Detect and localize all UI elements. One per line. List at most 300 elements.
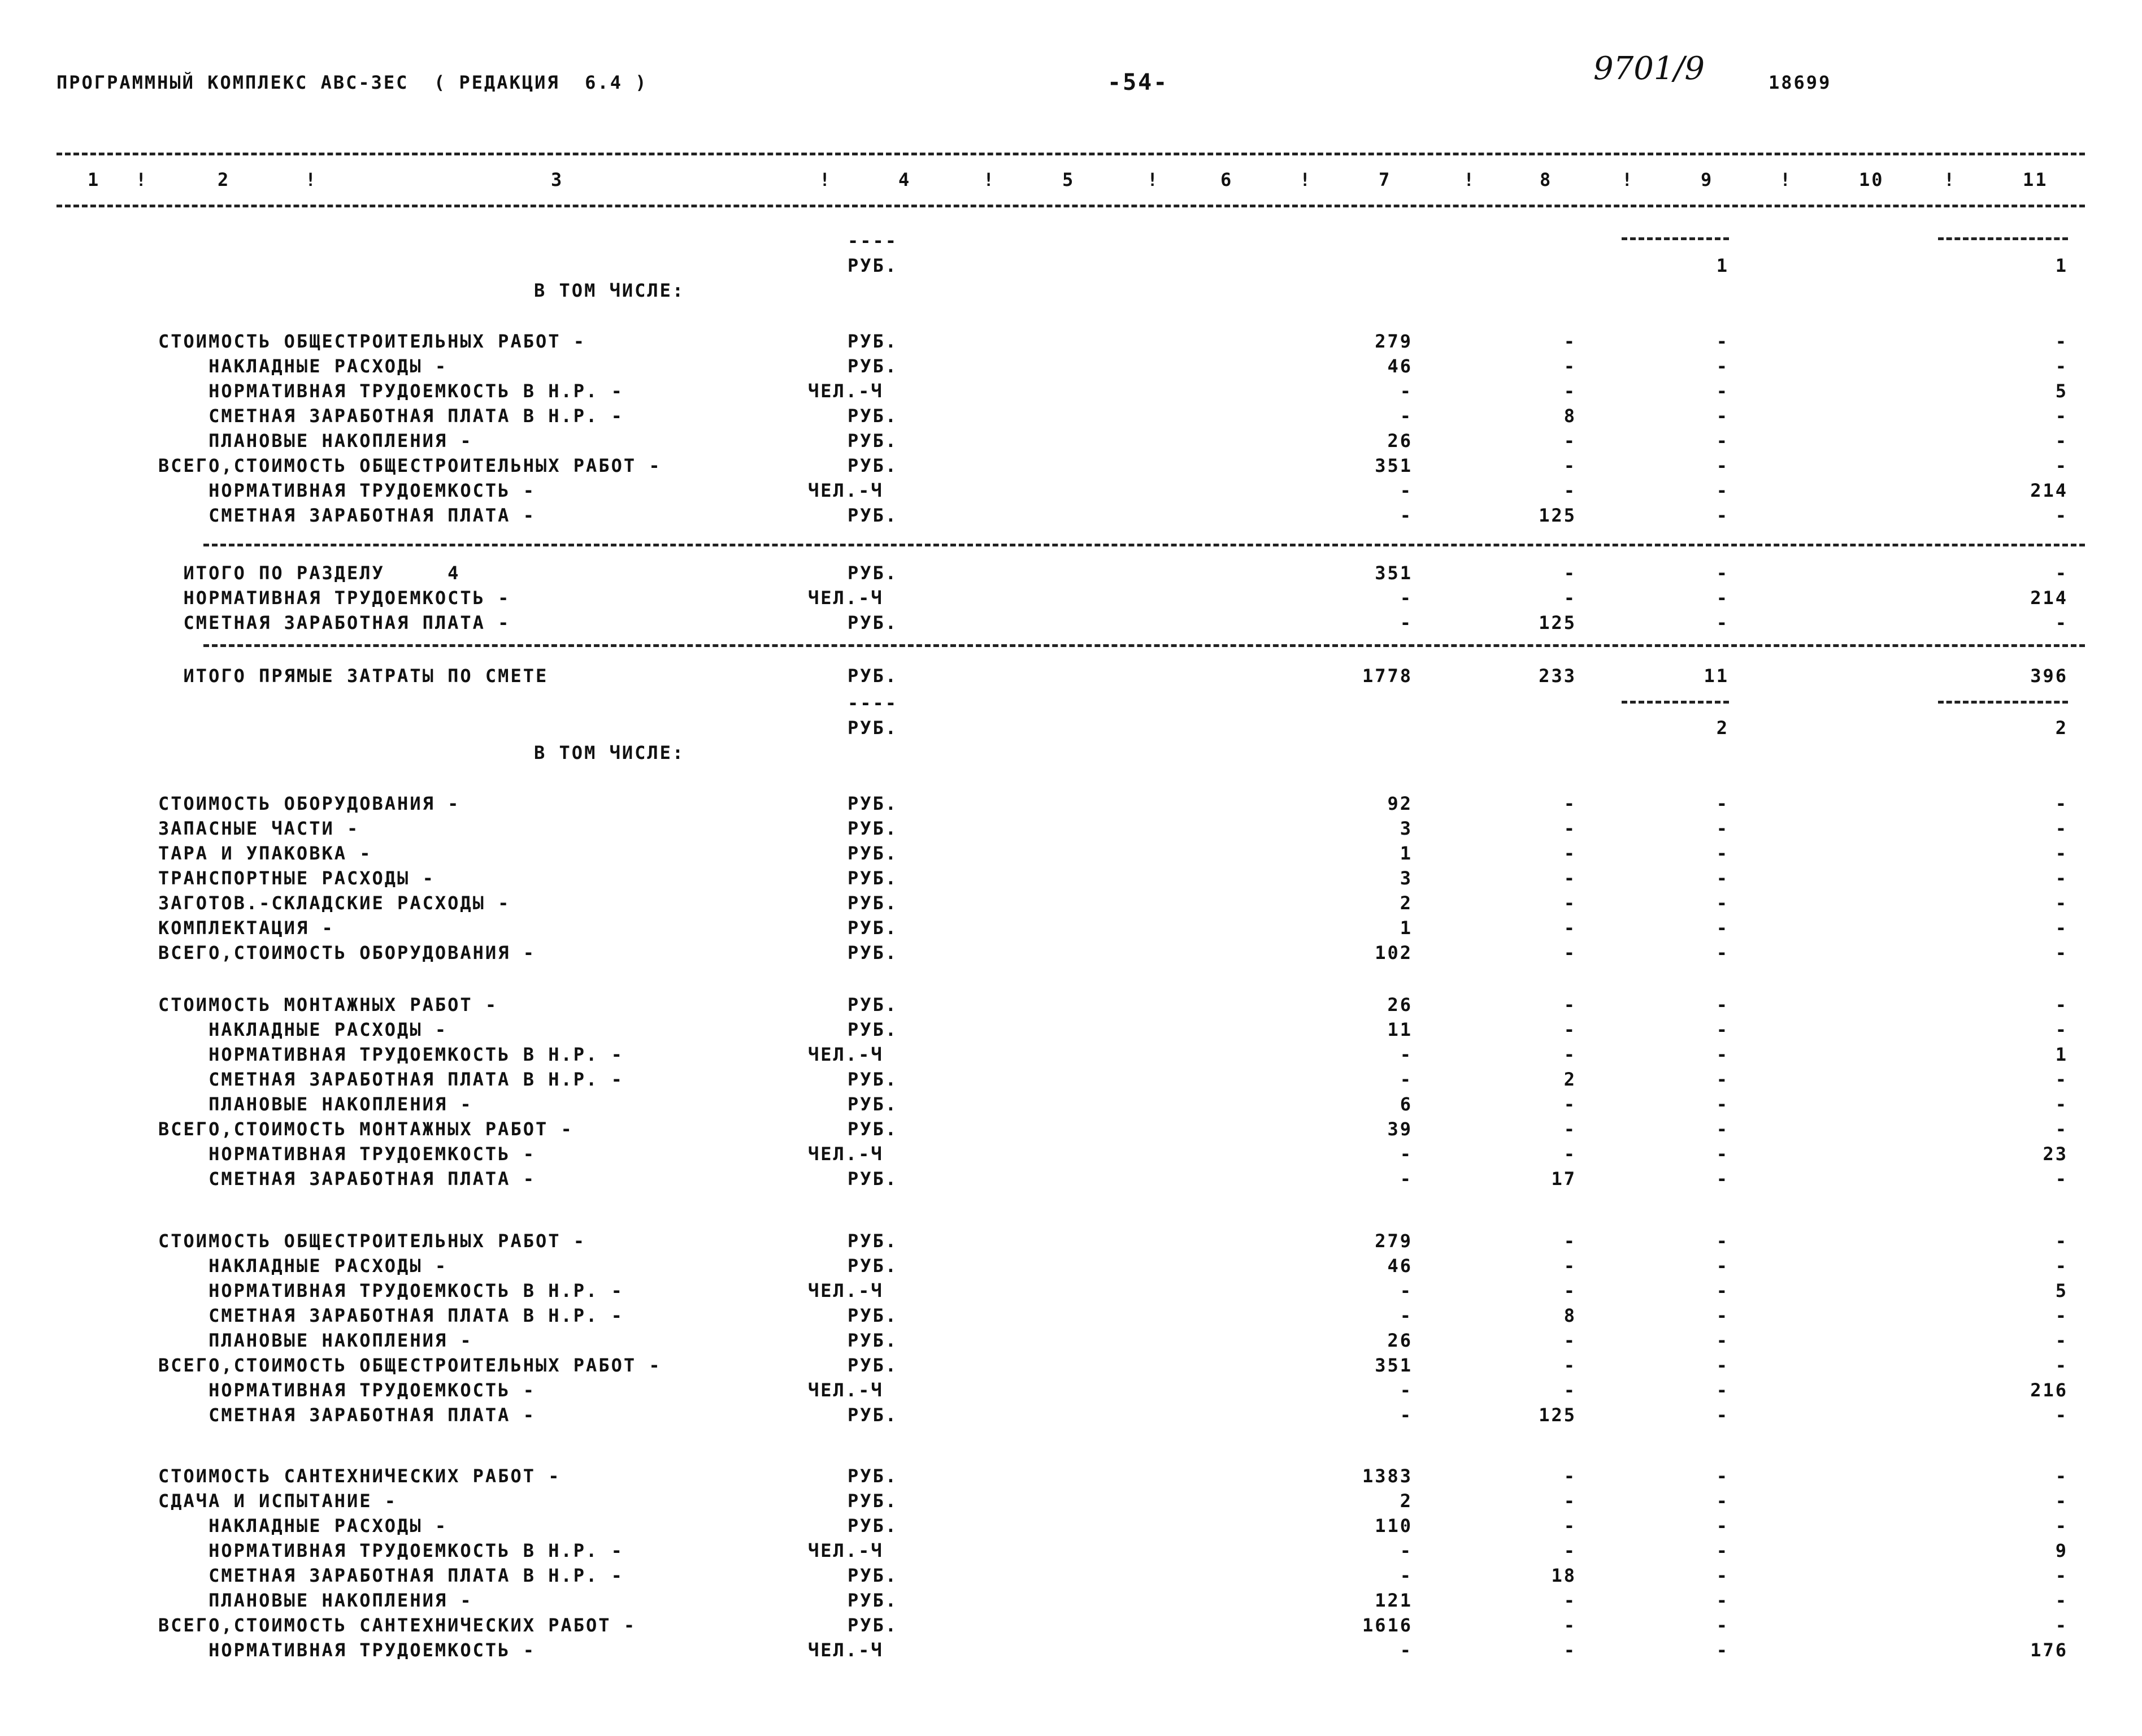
cell-col-8: - — [1563, 1379, 1576, 1401]
cell-col-8: 18 — [1551, 1565, 1576, 1586]
cell-col-8: 233 — [1539, 665, 1576, 687]
cell-col-9: - — [1716, 380, 1729, 402]
cell-col-8: - — [1563, 430, 1576, 452]
cell-col-7: 351 — [1375, 455, 1413, 476]
row-unit: РУБ. — [848, 717, 898, 739]
cell-col-9: - — [1716, 1230, 1729, 1252]
row-unit: ЧЕЛ.-Ч — [808, 380, 884, 402]
cell-col-8: - — [1563, 1044, 1576, 1065]
cell-col-11: - — [2055, 843, 2068, 864]
row-label: ПЛАНОВЫЕ НАКОПЛЕНИЯ - — [158, 1330, 473, 1351]
row-label: ПЛАНОВЫЕ НАКОПЛЕНИЯ - — [158, 1590, 473, 1611]
cell-col-8: - — [1563, 843, 1576, 864]
cell-col-7: 1 — [1400, 917, 1413, 939]
column-number: 8 — [1540, 169, 1553, 190]
cell-col-11: - — [2055, 1305, 2068, 1326]
cell-col-7: 110 — [1375, 1515, 1413, 1537]
cell-col-8: - — [1563, 1540, 1576, 1561]
row-unit: РУБ. — [848, 665, 898, 687]
cell-col-11: - — [2055, 505, 2068, 526]
row-label: СТОИМОСТЬ ОБЩЕСТРОИТЕЛЬНЫХ РАБОТ - — [158, 1230, 586, 1252]
column-number: 5 — [1062, 169, 1075, 190]
page-number: -54- — [1107, 70, 1169, 96]
cell-col-8: - — [1563, 994, 1576, 1015]
cell-col-8: - — [1563, 1019, 1576, 1040]
cell-col-11: - — [2055, 562, 2068, 584]
row-label: ЗАПАСНЫЕ ЧАСТИ - — [158, 818, 360, 839]
cell-col-7: - — [1400, 480, 1413, 501]
cell-col-11: - — [2055, 430, 2068, 452]
cell-col-8: - — [1563, 818, 1576, 839]
cell-col-11: 214 — [2030, 587, 2068, 609]
cell-col-9: - — [1716, 505, 1729, 526]
cell-col-9: 2 — [1716, 717, 1729, 739]
subtotal-caption: В ТОМ ЧИСЛЕ: — [534, 742, 685, 763]
row-label: СМЕТНАЯ ЗАРАБОТНАЯ ПЛАТА - — [158, 1168, 536, 1190]
row-unit: РУБ. — [848, 1615, 898, 1636]
row-label: СМЕТНАЯ ЗАРАБОТНАЯ ПЛАТА - — [158, 505, 536, 526]
cell-col-11: - — [2055, 331, 2068, 352]
cell-col-7: - — [1400, 1379, 1413, 1401]
row-unit: РУБ. — [848, 255, 898, 276]
row-label: НОРМАТИВНАЯ ТРУДОЕМКОСТЬ - — [158, 587, 511, 609]
cell-col-7: 121 — [1375, 1590, 1413, 1611]
cell-col-9: - — [1716, 331, 1729, 352]
cell-col-9: - — [1716, 843, 1729, 864]
cell-col-11: 216 — [2030, 1379, 2068, 1401]
column-separator: ! — [1463, 169, 1476, 190]
cell-col-8: 8 — [1563, 405, 1576, 427]
row-label: ВСЕГО,СТОИМОСТЬ МОНТАЖНЫХ РАБОТ - — [158, 1118, 573, 1140]
row-label: НОРМАТИВНАЯ ТРУДОЕМКОСТЬ В Н.Р. - — [158, 1044, 624, 1065]
cell-col-7: 26 — [1387, 1330, 1413, 1351]
cell-col-9: - — [1716, 892, 1729, 914]
cell-col-8: 125 — [1539, 505, 1576, 526]
subtotal-underline — [1938, 701, 2068, 704]
cell-col-11: 9 — [2055, 1540, 2068, 1561]
cell-col-11: - — [2055, 1565, 2068, 1586]
row-unit: ЧЕЛ.-Ч — [808, 1044, 884, 1065]
cell-col-7: - — [1400, 612, 1413, 633]
cell-col-7: 2 — [1400, 1490, 1413, 1512]
row-label: ВСЕГО,СТОИМОСТЬ САНТЕХНИЧЕСКИХ РАБОТ - — [158, 1615, 637, 1636]
cell-col-9: - — [1716, 1639, 1729, 1661]
row-unit: РУБ. — [848, 331, 898, 352]
cell-col-9: - — [1716, 818, 1729, 839]
cell-col-11: - — [2055, 994, 2068, 1015]
cell-col-8: - — [1563, 587, 1576, 609]
cell-col-9: - — [1716, 1280, 1729, 1301]
row-label: СТОИМОСТЬ САНТЕХНИЧЕСКИХ РАБОТ - — [158, 1465, 561, 1487]
cell-col-9: - — [1716, 1118, 1729, 1140]
cell-col-11: - — [2055, 1465, 2068, 1487]
cell-col-9: - — [1716, 1255, 1729, 1277]
cell-col-8: - — [1563, 331, 1576, 352]
cell-col-8: - — [1563, 480, 1576, 501]
cell-col-9: - — [1716, 405, 1729, 427]
row-label: НАКЛАДНЫЕ РАСХОДЫ - — [158, 1019, 448, 1040]
cell-col-8: - — [1563, 355, 1576, 377]
cell-col-8: 125 — [1539, 1404, 1576, 1426]
cell-col-7: 351 — [1375, 562, 1413, 584]
cell-col-11: 214 — [2030, 480, 2068, 501]
cell-col-9: - — [1716, 1540, 1729, 1561]
subtotal-underline — [1938, 237, 2068, 240]
cell-col-9: 1 — [1716, 255, 1729, 276]
row-label: СМЕТНАЯ ЗАРАБОТНАЯ ПЛАТА В Н.Р. - — [158, 1069, 624, 1090]
cell-col-9: - — [1716, 355, 1729, 377]
column-separator: ! — [1944, 169, 1957, 190]
row-unit: ЧЕЛ.-Ч — [808, 1639, 884, 1661]
row-label: ПЛАНОВЫЕ НАКОПЛЕНИЯ - — [158, 430, 473, 452]
cell-col-11: - — [2055, 1515, 2068, 1537]
row-label: СТОИМОСТЬ ОБЩЕСТРОИТЕЛЬНЫХ РАБОТ - — [158, 331, 586, 352]
cell-col-9: - — [1716, 587, 1729, 609]
grand-total-rule — [203, 644, 2085, 647]
cell-col-7: - — [1400, 1540, 1413, 1561]
cell-col-9: - — [1716, 1515, 1729, 1537]
cell-col-8: - — [1563, 1280, 1576, 1301]
row-unit: РУБ. — [848, 1515, 898, 1537]
cell-col-9: - — [1716, 1168, 1729, 1190]
cell-col-8: - — [1563, 1639, 1576, 1661]
column-separator: ! — [1300, 169, 1313, 190]
row-label: НОРМАТИВНАЯ ТРУДОЕМКОСТЬ - — [158, 480, 536, 501]
cell-col-9: - — [1716, 612, 1729, 633]
cell-col-7: - — [1400, 1305, 1413, 1326]
row-unit: РУБ. — [848, 843, 898, 864]
cell-col-7: 279 — [1375, 331, 1413, 352]
cell-col-7: - — [1400, 405, 1413, 427]
cell-col-7: - — [1400, 505, 1413, 526]
cell-col-11: 396 — [2030, 665, 2068, 687]
row-label: ИТОГО ПРЯМЫЕ ЗАТРАТЫ ПО СМЕТЕ — [158, 665, 549, 687]
row-label: ПЛАНОВЫЕ НАКОПЛЕНИЯ - — [158, 1093, 473, 1115]
row-unit: РУБ. — [848, 1404, 898, 1426]
cell-col-11: - — [2055, 455, 2068, 476]
row-unit: РУБ. — [848, 430, 898, 452]
row-label: ЗАГОТОВ.-СКЛАДСКИЕ РАСХОДЫ - — [158, 892, 511, 914]
cell-col-9: - — [1716, 562, 1729, 584]
column-number: 3 — [551, 169, 564, 190]
cell-col-7: - — [1400, 587, 1413, 609]
row-label: СДАЧА И ИСПЫТАНИЕ - — [158, 1490, 398, 1512]
row-unit: РУБ. — [848, 867, 898, 889]
row-unit: РУБ. — [848, 1305, 898, 1326]
row-label: НОРМАТИВНАЯ ТРУДОЕМКОСТЬ - — [158, 1143, 536, 1165]
row-label: СТОИМОСТЬ МОНТАЖНЫХ РАБОТ - — [158, 994, 498, 1015]
cell-col-11: 1 — [2055, 255, 2068, 276]
row-unit: РУБ. — [848, 1565, 898, 1586]
cell-col-11: - — [2055, 942, 2068, 964]
cell-col-9: - — [1716, 1615, 1729, 1636]
column-number: 6 — [1220, 169, 1233, 190]
cell-col-8: - — [1563, 1490, 1576, 1512]
row-label: СТОИМОСТЬ ОБОРУДОВАНИЯ - — [158, 793, 460, 814]
row-label: НАКЛАДНЫЕ РАСХОДЫ - — [158, 1515, 448, 1537]
cell-col-7: 1 — [1400, 843, 1413, 864]
cell-col-7: - — [1400, 1168, 1413, 1190]
cell-col-7: - — [1400, 1639, 1413, 1661]
row-label: НОРМАТИВНАЯ ТРУДОЕМКОСТЬ - — [158, 1639, 536, 1661]
cell-col-11: 2 — [2055, 717, 2068, 739]
cell-col-11: 1 — [2055, 1044, 2068, 1065]
row-unit: РУБ. — [848, 994, 898, 1015]
row-label: СМЕТНАЯ ЗАРАБОТНАЯ ПЛАТА В Н.Р. - — [158, 1565, 624, 1586]
column-number: 1 — [88, 169, 101, 190]
cell-col-11: - — [2055, 1255, 2068, 1277]
cell-col-8: - — [1563, 1118, 1576, 1140]
row-label: ТАРА И УПАКОВКА - — [158, 843, 372, 864]
cell-col-7: 1616 — [1362, 1615, 1413, 1636]
cell-col-9: - — [1716, 1093, 1729, 1115]
row-label: ТРАНСПОРТНЫЕ РАСХОДЫ - — [158, 867, 435, 889]
cell-col-8: - — [1563, 380, 1576, 402]
cell-col-9: - — [1716, 917, 1729, 939]
column-number: 9 — [1701, 169, 1714, 190]
cell-col-9: - — [1716, 455, 1729, 476]
cell-col-8: - — [1563, 1255, 1576, 1277]
cell-col-11: - — [2055, 1590, 2068, 1611]
cell-col-7: - — [1400, 1044, 1413, 1065]
cell-col-11: - — [2055, 1615, 2068, 1636]
cell-col-9: - — [1716, 793, 1729, 814]
cell-col-11: - — [2055, 612, 2068, 633]
column-separator: ! — [305, 169, 318, 190]
row-unit: РУБ. — [848, 455, 898, 476]
cell-col-11: - — [2055, 1069, 2068, 1090]
row-unit: РУБ. — [848, 1230, 898, 1252]
cell-col-11: - — [2055, 917, 2068, 939]
cell-col-9: - — [1716, 1143, 1729, 1165]
cell-col-7: - — [1400, 1069, 1413, 1090]
cell-col-11: 23 — [2043, 1143, 2068, 1165]
row-label: НОРМАТИВНАЯ ТРУДОЕМКОСТЬ В Н.Р. - — [158, 380, 624, 402]
row-unit: РУБ. — [848, 355, 898, 377]
row-label: КОМПЛЕКТАЦИЯ - — [158, 917, 334, 939]
cell-col-11: 5 — [2055, 380, 2068, 402]
cell-col-9: - — [1716, 867, 1729, 889]
subtotal-underline — [1622, 701, 1729, 704]
cell-col-7: 39 — [1387, 1118, 1413, 1140]
row-unit: ЧЕЛ.-Ч — [808, 480, 884, 501]
cell-col-9: - — [1716, 1404, 1729, 1426]
cell-col-9: - — [1716, 1465, 1729, 1487]
cell-col-9: - — [1716, 994, 1729, 1015]
row-unit: РУБ. — [848, 1168, 898, 1190]
cell-col-11: - — [2055, 1404, 2068, 1426]
row-label: НОРМАТИВНАЯ ТРУДОЕМКОСТЬ В Н.Р. - — [158, 1280, 624, 1301]
cell-col-8: - — [1563, 1330, 1576, 1351]
column-separator: ! — [136, 169, 149, 190]
cell-col-7: 2 — [1400, 892, 1413, 914]
column-number: 4 — [898, 169, 911, 190]
cell-col-9: 11 — [1704, 665, 1729, 687]
row-unit: РУБ. — [848, 1255, 898, 1277]
row-unit: РУБ. — [848, 1019, 898, 1040]
column-number: 11 — [2023, 169, 2048, 190]
cell-col-8: - — [1563, 562, 1576, 584]
cell-col-8: 8 — [1563, 1305, 1576, 1326]
cell-col-11: 5 — [2055, 1280, 2068, 1301]
row-label: ВСЕГО,СТОИМОСТЬ ОБОРУДОВАНИЯ - — [158, 942, 536, 964]
cell-col-11: - — [2055, 793, 2068, 814]
cell-col-7: - — [1400, 1143, 1413, 1165]
cell-col-11: - — [2055, 818, 2068, 839]
row-unit: РУБ. — [848, 1330, 898, 1351]
cell-col-8: 2 — [1563, 1069, 1576, 1090]
column-separator: ! — [983, 169, 996, 190]
column-separator: ! — [1780, 169, 1793, 190]
cell-col-11: - — [2055, 355, 2068, 377]
cell-col-7: - — [1400, 1565, 1413, 1586]
row-label: ВСЕГО,СТОИМОСТЬ ОБЩЕСТРОИТЕЛЬНЫХ РАБОТ - — [158, 1355, 662, 1376]
cell-col-11: - — [2055, 1490, 2068, 1512]
row-unit: РУБ. — [848, 405, 898, 427]
row-label: ВСЕГО,СТОИМОСТЬ ОБЩЕСТРОИТЕЛЬНЫХ РАБОТ - — [158, 455, 662, 476]
cell-col-8: - — [1563, 1143, 1576, 1165]
cell-col-11: - — [2055, 1168, 2068, 1190]
row-label: СМЕТНАЯ ЗАРАБОТНАЯ ПЛАТА В Н.Р. - — [158, 405, 624, 427]
row-unit: РУБ. — [848, 1093, 898, 1115]
cell-col-9: - — [1716, 430, 1729, 452]
row-unit: РУБ. — [848, 917, 898, 939]
cell-col-9: - — [1716, 1305, 1729, 1326]
cell-col-7: 6 — [1400, 1093, 1413, 1115]
row-unit: ЧЕЛ.-Ч — [808, 1379, 884, 1401]
row-unit: РУБ. — [848, 1069, 898, 1090]
cell-col-11: - — [2055, 1118, 2068, 1140]
subtotal-caption: В ТОМ ЧИСЛЕ: — [534, 280, 685, 301]
cell-col-7: 11 — [1387, 1019, 1413, 1040]
row-unit: ЧЕЛ.-Ч — [808, 1540, 884, 1561]
row-unit: РУБ. — [848, 1590, 898, 1611]
cell-col-8: - — [1563, 892, 1576, 914]
row-label: СМЕТНАЯ ЗАРАБОТНАЯ ПЛАТА - — [158, 612, 511, 633]
cell-col-9: - — [1716, 1590, 1729, 1611]
cell-col-9: - — [1716, 480, 1729, 501]
cell-col-7: 279 — [1375, 1230, 1413, 1252]
cell-col-9: - — [1716, 1019, 1729, 1040]
document-code: 18699 — [1769, 72, 1832, 93]
cell-col-9: - — [1716, 1379, 1729, 1401]
cell-col-8: - — [1563, 793, 1576, 814]
cell-col-7: - — [1400, 1404, 1413, 1426]
table-top-rule — [57, 153, 2085, 155]
row-label: НАКЛАДНЫЕ РАСХОДЫ - — [158, 355, 448, 377]
row-label: НОРМАТИВНАЯ ТРУДОЕМКОСТЬ В Н.Р. - — [158, 1540, 624, 1561]
cell-col-11: - — [2055, 1355, 2068, 1376]
cell-col-7: 3 — [1400, 818, 1413, 839]
cell-col-8: - — [1563, 1355, 1576, 1376]
cell-col-11: - — [2055, 892, 2068, 914]
row-unit: РУБ. — [848, 892, 898, 914]
cell-col-7: 102 — [1375, 942, 1413, 964]
row-unit: РУБ. — [848, 562, 898, 584]
cell-col-7: 92 — [1387, 793, 1413, 814]
row-unit: РУБ. — [848, 793, 898, 814]
cell-col-7: 351 — [1375, 1355, 1413, 1376]
section-total-rule — [203, 544, 2085, 546]
cell-col-8: 17 — [1551, 1168, 1576, 1190]
cell-col-8: - — [1563, 455, 1576, 476]
cell-col-7: 26 — [1387, 430, 1413, 452]
cell-col-7: 1383 — [1362, 1465, 1413, 1487]
cell-col-7: 1778 — [1362, 665, 1413, 687]
cell-col-7: 46 — [1387, 355, 1413, 377]
cell-col-11: - — [2055, 405, 2068, 427]
cell-col-8: - — [1563, 1615, 1576, 1636]
program-title: ПРОГРАММНЫЙ КОМПЛЕКС АВС-ЗЕС ( РЕДАКЦИЯ 6.4 ) — [57, 72, 648, 93]
row-unit: ЧЕЛ.-Ч — [808, 1143, 884, 1165]
cell-col-11: - — [2055, 1093, 2068, 1115]
cell-col-8: - — [1563, 917, 1576, 939]
row-unit: РУБ. — [848, 1355, 898, 1376]
cell-col-8: - — [1563, 1515, 1576, 1537]
cell-col-9: - — [1716, 1330, 1729, 1351]
cell-col-9: - — [1716, 1069, 1729, 1090]
cell-col-7: 3 — [1400, 867, 1413, 889]
row-unit: РУБ. — [848, 505, 898, 526]
subtotal-underline — [1622, 237, 1729, 240]
column-separator: ! — [1147, 169, 1160, 190]
cell-col-11: - — [2055, 1019, 2068, 1040]
row-unit: ЧЕЛ.-Ч — [808, 1280, 884, 1301]
cell-col-8: - — [1563, 942, 1576, 964]
cell-col-9: - — [1716, 1355, 1729, 1376]
cell-col-7: - — [1400, 1280, 1413, 1301]
cell-col-8: - — [1563, 1093, 1576, 1115]
cell-col-11: 176 — [2030, 1639, 2068, 1661]
cell-col-8: - — [1563, 1465, 1576, 1487]
row-unit: РУБ. — [848, 1490, 898, 1512]
row-unit: РУБ. — [848, 942, 898, 964]
row-unit: ---- — [848, 692, 898, 714]
row-unit: ---- — [848, 230, 898, 251]
cell-col-9: - — [1716, 1044, 1729, 1065]
cell-col-9: - — [1716, 1490, 1729, 1512]
row-label: СМЕТНАЯ ЗАРАБОТНАЯ ПЛАТА - — [158, 1404, 536, 1426]
cell-col-9: - — [1716, 1565, 1729, 1586]
column-number: 10 — [1859, 169, 1884, 190]
cell-col-9: - — [1716, 942, 1729, 964]
row-label: НАКЛАДНЫЕ РАСХОДЫ - — [158, 1255, 448, 1277]
cell-col-11: - — [2055, 867, 2068, 889]
row-unit: РУБ. — [848, 818, 898, 839]
row-unit: РУБ. — [848, 1118, 898, 1140]
cell-col-7: 26 — [1387, 994, 1413, 1015]
row-label: НОРМАТИВНАЯ ТРУДОЕМКОСТЬ - — [158, 1379, 536, 1401]
cell-col-8: - — [1563, 867, 1576, 889]
row-label: СМЕТНАЯ ЗАРАБОТНАЯ ПЛАТА В Н.Р. - — [158, 1305, 624, 1326]
row-unit: ЧЕЛ.-Ч — [808, 587, 884, 609]
column-separator: ! — [819, 169, 832, 190]
column-separator: ! — [1622, 169, 1635, 190]
cell-col-11: - — [2055, 1230, 2068, 1252]
document-number: 9701/9 — [1593, 50, 1705, 87]
column-number: 7 — [1379, 169, 1392, 190]
cell-col-8: - — [1563, 1590, 1576, 1611]
cell-col-7: 46 — [1387, 1255, 1413, 1277]
row-unit: РУБ. — [848, 1465, 898, 1487]
row-label: ИТОГО ПО РАЗДЕЛУ 4 — [158, 562, 460, 584]
column-number: 2 — [218, 169, 231, 190]
cell-col-11: - — [2055, 1330, 2068, 1351]
cell-col-8: 125 — [1539, 612, 1576, 633]
cell-col-7: - — [1400, 380, 1413, 402]
row-unit: РУБ. — [848, 612, 898, 633]
column-header-rule — [57, 205, 2085, 207]
